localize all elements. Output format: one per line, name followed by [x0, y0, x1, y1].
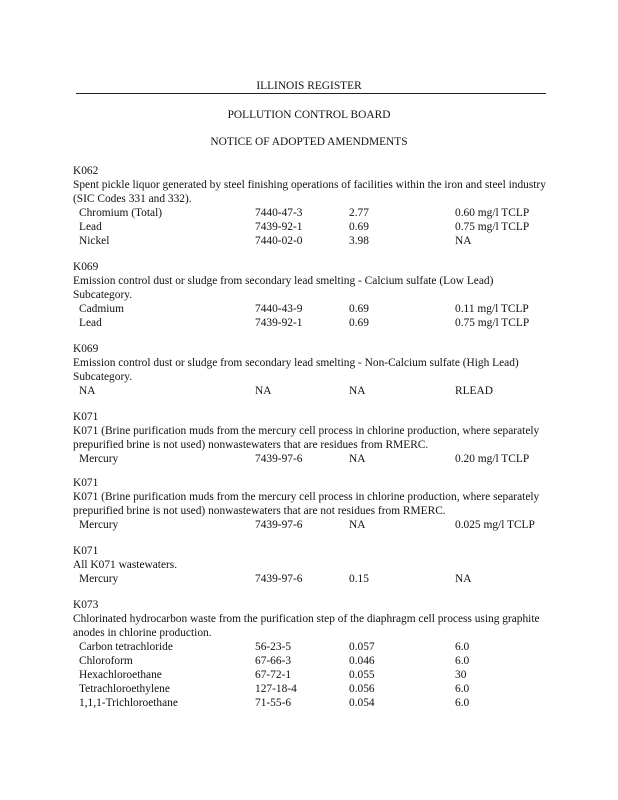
constituent: Lead: [79, 317, 102, 329]
wastewater-limit: 0.15: [349, 573, 369, 585]
waste-section-k062: [73, 164, 553, 248]
wastewater-limit: NA: [349, 385, 366, 397]
constituent: Nickel: [79, 235, 110, 247]
table-row: [73, 696, 553, 710]
cas-number: 67-72-1: [255, 669, 292, 681]
nonwastewater-limit: 0.60 mg/l TCLP: [455, 207, 530, 219]
cas-number: 7440-47-3: [255, 207, 303, 219]
table-row: [73, 668, 553, 682]
wastewater-limit: 3.98: [349, 235, 369, 247]
waste-code: K073: [73, 599, 99, 611]
nonwastewater-limit: NA: [455, 573, 472, 585]
waste-section-k069-high-lead: [73, 342, 553, 398]
waste-code: K071: [73, 477, 99, 489]
waste-description: Spent pickle liquor generated by steel finishing operations of facilities within the iron and steel industry (SIC Codes 331 and 332).: [73, 179, 546, 205]
waste-section-k069-low-lead: [73, 260, 553, 330]
constituent: 1,1,1-Trichloroethane: [79, 697, 178, 709]
nonwastewater-limit: 0.20 mg/l TCLP: [455, 453, 530, 465]
constituent: Lead: [79, 221, 102, 233]
waste-code: K069: [73, 343, 99, 355]
constituent: Carbon tetrachloride: [79, 641, 173, 653]
waste-section-k071-rmerc-residues: [73, 410, 553, 466]
cas-number: 7440-43-9: [255, 303, 303, 315]
wastewater-limit: 0.046: [349, 655, 375, 667]
nonwastewater-limit: RLEAD: [455, 385, 493, 397]
table-row: [73, 302, 553, 316]
table-row: [73, 640, 553, 654]
waste-description: Emission control dust or sludge from secondary lead smelting - Non-Calcium sulfate (High Lead) Subcategory.: [73, 357, 519, 383]
cas-number: 7439-97-6: [255, 453, 303, 465]
waste-description: K071 (Brine purification muds from the mercury cell process in chlorine production, where separately prepurified brine is not used) nonwastewaters that are residues from RMERC.: [73, 425, 540, 451]
wastewater-limit: 0.057: [349, 641, 375, 653]
cas-number: 67-66-3: [255, 655, 292, 667]
register-header: ILLINOIS REGISTER: [256, 80, 362, 92]
constituent: Mercury: [79, 573, 119, 585]
cas-number: 71-55-6: [255, 697, 292, 709]
nonwastewater-limit: NA: [455, 235, 472, 247]
nonwastewater-limit: 0.75 mg/l TCLP: [455, 317, 530, 329]
wastewater-limit: 2.77: [349, 207, 369, 219]
cas-number: 127-18-4: [255, 683, 297, 695]
table-row: [73, 452, 553, 466]
table-row: [73, 572, 553, 586]
constituent: Mercury: [79, 453, 119, 465]
table-row: [73, 220, 553, 234]
waste-section-k071-not-rmerc-residues: [73, 476, 553, 532]
cas-number: 7439-92-1: [255, 317, 303, 329]
table-row: [73, 654, 553, 668]
wastewater-limit: 0.69: [349, 317, 369, 329]
waste-code: K062: [73, 165, 99, 177]
nonwastewater-limit: 6.0: [455, 697, 470, 709]
wastewater-limit: NA: [349, 453, 366, 465]
wastewater-limit: NA: [349, 519, 366, 531]
waste-description: Chlorinated hydrocarbon waste from the purification step of the diaphragm cell process using graphite anodes in chlorine production.: [73, 613, 540, 639]
nonwastewater-limit: 6.0: [455, 641, 470, 653]
constituent: Chromium (Total): [79, 207, 163, 219]
waste-code: K069: [73, 261, 99, 273]
cas-number: 7439-97-6: [255, 519, 303, 531]
nonwastewater-limit: 0.025 mg/l TCLP: [455, 519, 535, 531]
cas-number: 7439-97-6: [255, 573, 303, 585]
nonwastewater-limit: 0.11 mg/l TCLP: [455, 303, 529, 315]
nonwastewater-limit: 6.0: [455, 683, 470, 695]
table-row: [73, 206, 553, 220]
constituent: Tetrachloroethylene: [79, 683, 170, 695]
constituent: Mercury: [79, 519, 119, 531]
nonwastewater-limit: 0.75 mg/l TCLP: [455, 221, 530, 233]
nonwastewater-limit: 6.0: [455, 655, 470, 667]
table-row: [73, 316, 553, 330]
waste-description: K071 (Brine purification muds from the mercury cell process in chlorine production, where separately prepurified brine is not used) nonwastewaters that are not residues from RMERC.: [73, 491, 540, 517]
table-row: [73, 384, 553, 398]
table-row: [73, 682, 553, 696]
wastewater-limit: 0.055: [349, 669, 375, 681]
cas-number: 7439-92-1: [255, 221, 303, 233]
waste-code: K071: [73, 411, 99, 423]
constituent: Cadmium: [79, 303, 124, 315]
constituent: NA: [79, 385, 96, 397]
table-row: [73, 234, 553, 248]
header-rule: [76, 93, 546, 94]
cas-number: 7440-02-0: [255, 235, 303, 247]
notice-title: NOTICE OF ADOPTED AMENDMENTS: [210, 136, 408, 148]
wastewater-limit: 0.056: [349, 683, 375, 695]
nonwastewater-limit: 30: [455, 669, 467, 681]
constituent: Hexachloroethane: [79, 669, 162, 681]
waste-code: K071: [73, 545, 99, 557]
wastewater-limit: 0.69: [349, 221, 369, 233]
board-title: POLLUTION CONTROL BOARD: [227, 109, 391, 121]
wastewater-limit: 0.054: [349, 697, 375, 709]
cas-number: 56-23-5: [255, 641, 292, 653]
waste-description: All K071 wastewaters.: [73, 559, 178, 571]
waste-section-k071-wastewaters: [73, 544, 553, 586]
cas-number: NA: [255, 385, 272, 397]
table-row: [73, 518, 553, 532]
waste-description: Emission control dust or sludge from secondary lead smelting - Calcium sulfate (Low Lead) Subcategory.: [73, 275, 494, 301]
waste-section-k073: [73, 598, 553, 710]
wastewater-limit: 0.69: [349, 303, 369, 315]
constituent: Chloroform: [79, 655, 133, 667]
